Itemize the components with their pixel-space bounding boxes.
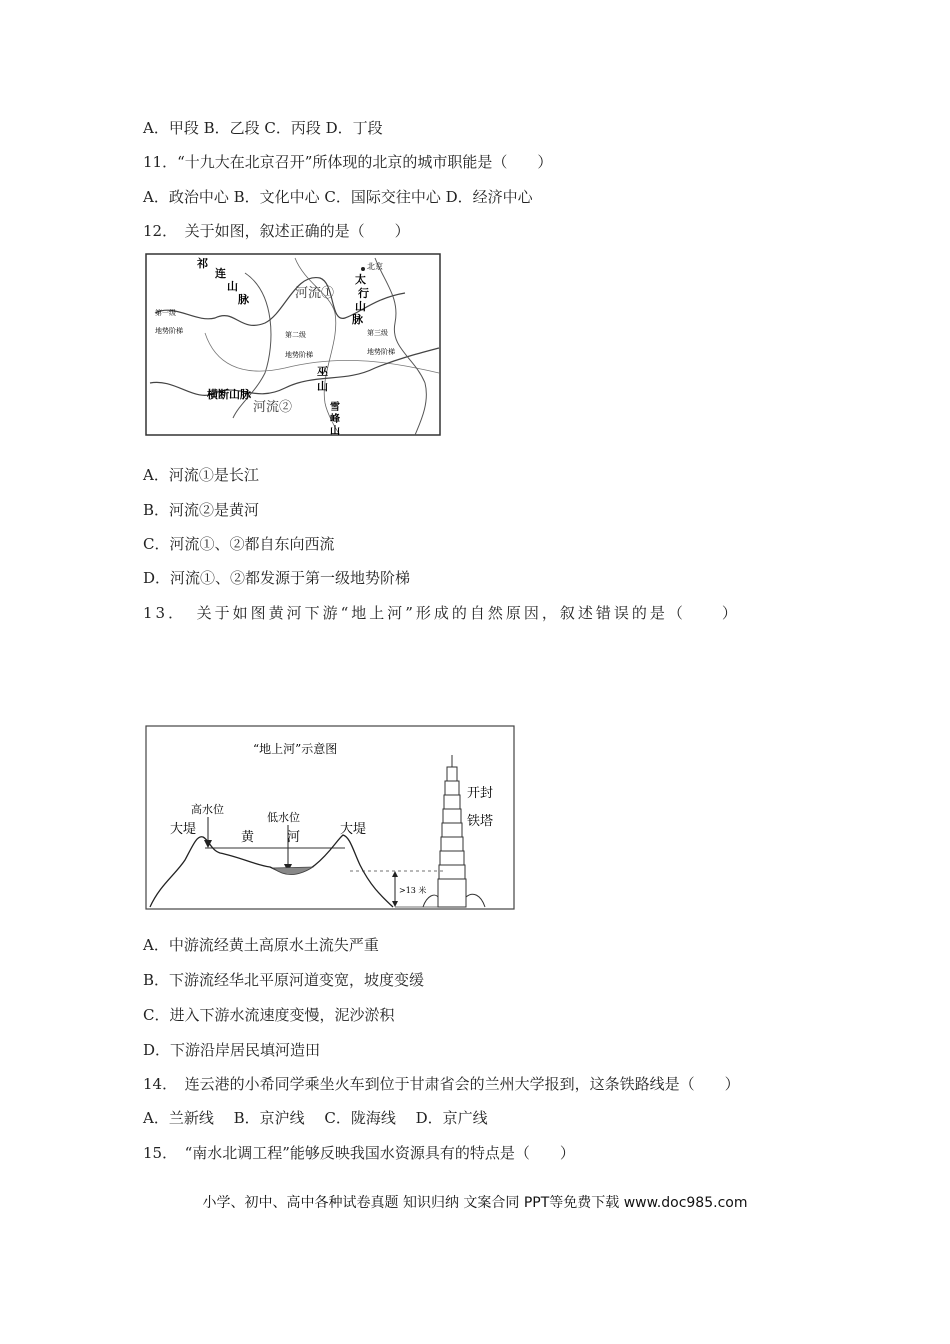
step-3-line-2: 地势阶梯 bbox=[367, 348, 395, 356]
high-water-label: 高水位 bbox=[191, 803, 224, 816]
diagram-title: “地上河”示意图 bbox=[253, 742, 338, 756]
tower-label-2: 铁塔 bbox=[467, 814, 494, 829]
wushan-char-2: 山 bbox=[317, 380, 328, 393]
wushan-char-1: 巫 bbox=[317, 365, 328, 378]
right-dike-label: 大堤 bbox=[340, 822, 367, 837]
beijing-marker bbox=[361, 267, 365, 271]
q14-options: A．兰新线 B．京沪线 C．陇海线 D．京广线 bbox=[143, 1109, 488, 1127]
qilian-char-4: 脉 bbox=[238, 293, 249, 306]
height-label: >13 米 bbox=[399, 886, 427, 895]
q12-option-a: A．河流①是长江 bbox=[143, 466, 259, 484]
china-terrain-map bbox=[145, 253, 441, 436]
q12-option-c: C．河流①、②都自东向西流 bbox=[143, 535, 335, 553]
q14-stem: 14． 连云港的小希同学乘坐火车到位于甘肃省会的兰州大学报到，这条铁路线是（ ） bbox=[143, 1075, 740, 1093]
q13-option-a: A．中游流经黄土高原水土流失严重 bbox=[143, 936, 379, 954]
step-2-line-1: 第二级 bbox=[285, 331, 306, 339]
taihang-char-4: 脉 bbox=[352, 313, 363, 326]
suspended-river-diagram bbox=[145, 725, 515, 910]
q12-stem: 12． 关于如图，叙述正确的是（ ） bbox=[143, 222, 410, 240]
page-footer: 小学、初中、高中各种试卷真题 知识归纳 文案合同 PPT等免费下载 www.doc985.com bbox=[202, 1195, 748, 1211]
qilian-char-1: 祁 bbox=[197, 257, 208, 270]
river-char-2: 河 bbox=[287, 830, 301, 845]
q10-options: A．甲段 B．乙段 C．丙段 D．丁段 bbox=[143, 119, 383, 137]
q11-options: A．政治中心 B．文化中心 C．国际交往中心 D．经济中心 bbox=[143, 188, 533, 206]
q13-stem: 13． 关于如图黄河下游“地上河”形成的自然原因，叙述错误的是（ ） bbox=[143, 604, 740, 622]
q15-stem: 15． “南水北调工程”能够反映我国水资源具有的特点是（ ） bbox=[143, 1144, 575, 1162]
step-1-line-1: 第一级 bbox=[155, 309, 176, 317]
q13-option-c: C．进入下游水流速度变慢，泥沙淤积 bbox=[143, 1006, 395, 1024]
river-1-label: 河流① bbox=[295, 286, 335, 301]
xuefeng-char-1: 雪 bbox=[330, 402, 340, 413]
q12-option-b: B．河流②是黄河 bbox=[143, 501, 260, 519]
hengduan-label: 横断山脉 bbox=[207, 388, 251, 401]
beijing-label: 北京 bbox=[367, 262, 383, 271]
q11-stem: 11．“十九大在北京召开”所体现的北京的城市职能是（ ） bbox=[143, 153, 553, 171]
xuefeng-char-3: 山 bbox=[330, 426, 340, 436]
xuefeng-char-2: 峰 bbox=[330, 414, 340, 425]
taihang-char-2: 行 bbox=[358, 287, 369, 300]
step-3-line-1: 第三级 bbox=[367, 329, 388, 337]
tower-label-1: 开封 bbox=[467, 786, 494, 801]
qilian-char-2: 连 bbox=[215, 267, 226, 280]
step-2-line-2: 地势阶梯 bbox=[285, 351, 313, 359]
q12-option-d: D．河流①、②都发源于第一级地势阶梯 bbox=[143, 569, 411, 587]
taihang-char-3: 山 bbox=[355, 300, 366, 313]
q13-option-b: B．下游流经华北平原河道变宽，坡度变缓 bbox=[143, 971, 425, 989]
low-water-label: 低水位 bbox=[267, 811, 300, 824]
left-dike-label: 大堤 bbox=[170, 822, 197, 837]
step-1-line-2: 地势阶梯 bbox=[155, 327, 183, 335]
river-char-1: 黄 bbox=[241, 830, 255, 845]
qilian-char-3: 山 bbox=[227, 280, 238, 293]
q13-option-d: D．下游沿岸居民填河造田 bbox=[143, 1041, 321, 1059]
river-2-label: 河流② bbox=[253, 400, 293, 415]
taihang-char-1: 太 bbox=[355, 273, 366, 286]
